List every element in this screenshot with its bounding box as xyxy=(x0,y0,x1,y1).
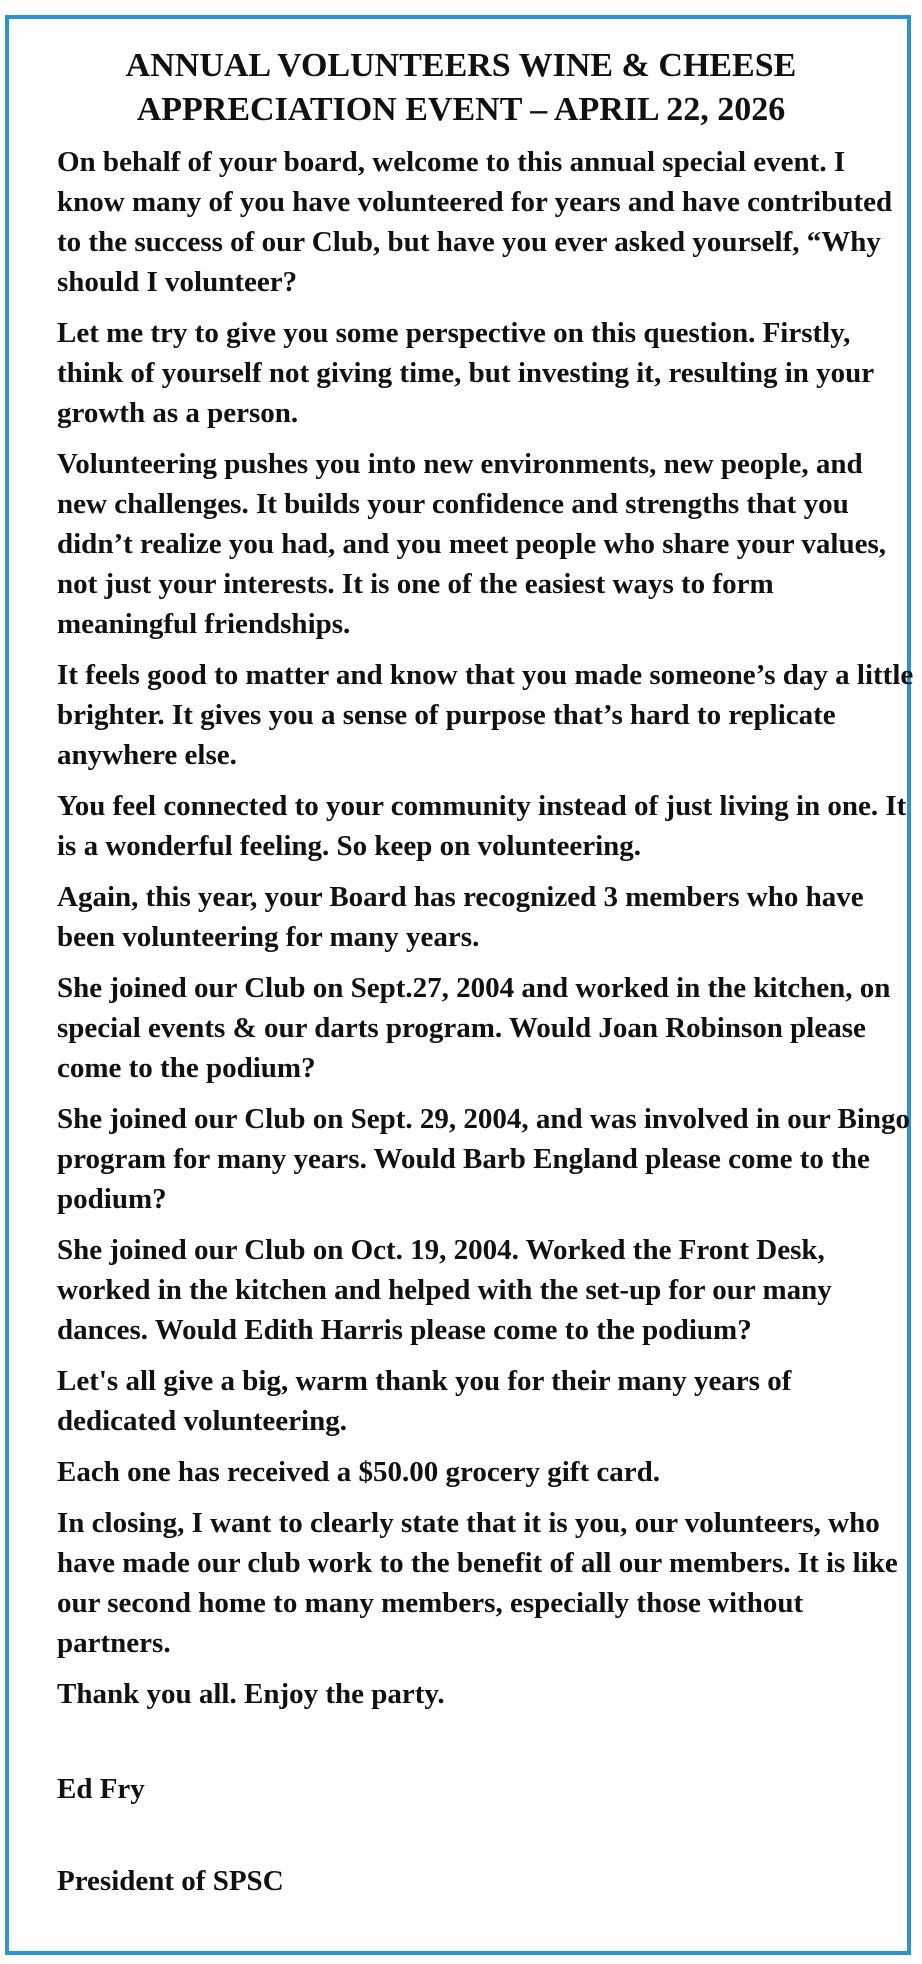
page-title xyxy=(40,44,882,132)
paragraph-recognition: Again, this year, your Board has recognized 3 members who have been volunteering for many years. xyxy=(57,881,864,953)
paragraph-community: You feel connected to your community instead of just living in one. It is a wonderful feeling. So keep on volunteering. xyxy=(57,790,907,862)
title-line-2: APPRECIATION EVENT – APRIL 22, 2026 xyxy=(136,91,786,128)
paragraph-perspective: Let me try to give you some perspective on this question. Firstly, think of yourself not giving time, but investing it, resulting in your growth as a person. xyxy=(57,317,874,429)
signature-name: Ed Fry xyxy=(57,1773,145,1805)
paragraph-closing: In closing, I want to clearly state that it is you, our volunteers, who have made our club work to the benefit of all our members. It is like our second home to many members, especially those without partners. xyxy=(57,1507,898,1659)
paragraph-honoree-edith: She joined our Club on Oct. 19, 2004. Worked the Front Desk, worked in the kitchen and helped with the set-up for our many dances. Would Edith Harris please come to the podium? xyxy=(57,1234,832,1346)
paragraph-purpose: It feels good to matter and know that you made someone’s day a little brighter. It gives you a sense of purpose that’s hard to replicate anywhere else. xyxy=(57,659,914,771)
paragraph-thanks: Let's all give a big, warm thank you for their many years of dedicated volunteering. xyxy=(57,1365,792,1437)
letter-body xyxy=(57,142,916,1725)
title-line-1: ANNUAL VOLUNTEERS WINE & CHEESE xyxy=(125,47,797,84)
paragraph-welcome: On behalf of your board, welcome to this annual special event. I know many of you have volunteered for years and have contributed to the success of our Club, but have you ever asked yourself, “Why should I volunteer? xyxy=(57,146,893,298)
paragraph-enjoy: Thank you all. Enjoy the party. xyxy=(57,1678,445,1710)
paragraph-gift-card: Each one has received a $50.00 grocery gift card. xyxy=(57,1456,660,1488)
paragraph-honoree-joan: She joined our Club on Sept.27, 2004 and worked in the kitchen, on special events & our darts program. Would Joan Robinson please come to the podium? xyxy=(57,972,891,1084)
paragraph-benefits: Volunteering pushes you into new environments, new people, and new challenges. It builds your confidence and strengths that you didn’t realize you had, and you meet people who share your values, not just your interests. It is one of the easiest ways to form meaningful friendships. xyxy=(57,448,886,640)
signature-title: President of SPSC xyxy=(57,1865,284,1897)
paragraph-honoree-barb: She joined our Club on Sept. 29, 2004, and was involved in our Bingo program for many years. Would Barb England please come to the podium? xyxy=(57,1103,911,1215)
